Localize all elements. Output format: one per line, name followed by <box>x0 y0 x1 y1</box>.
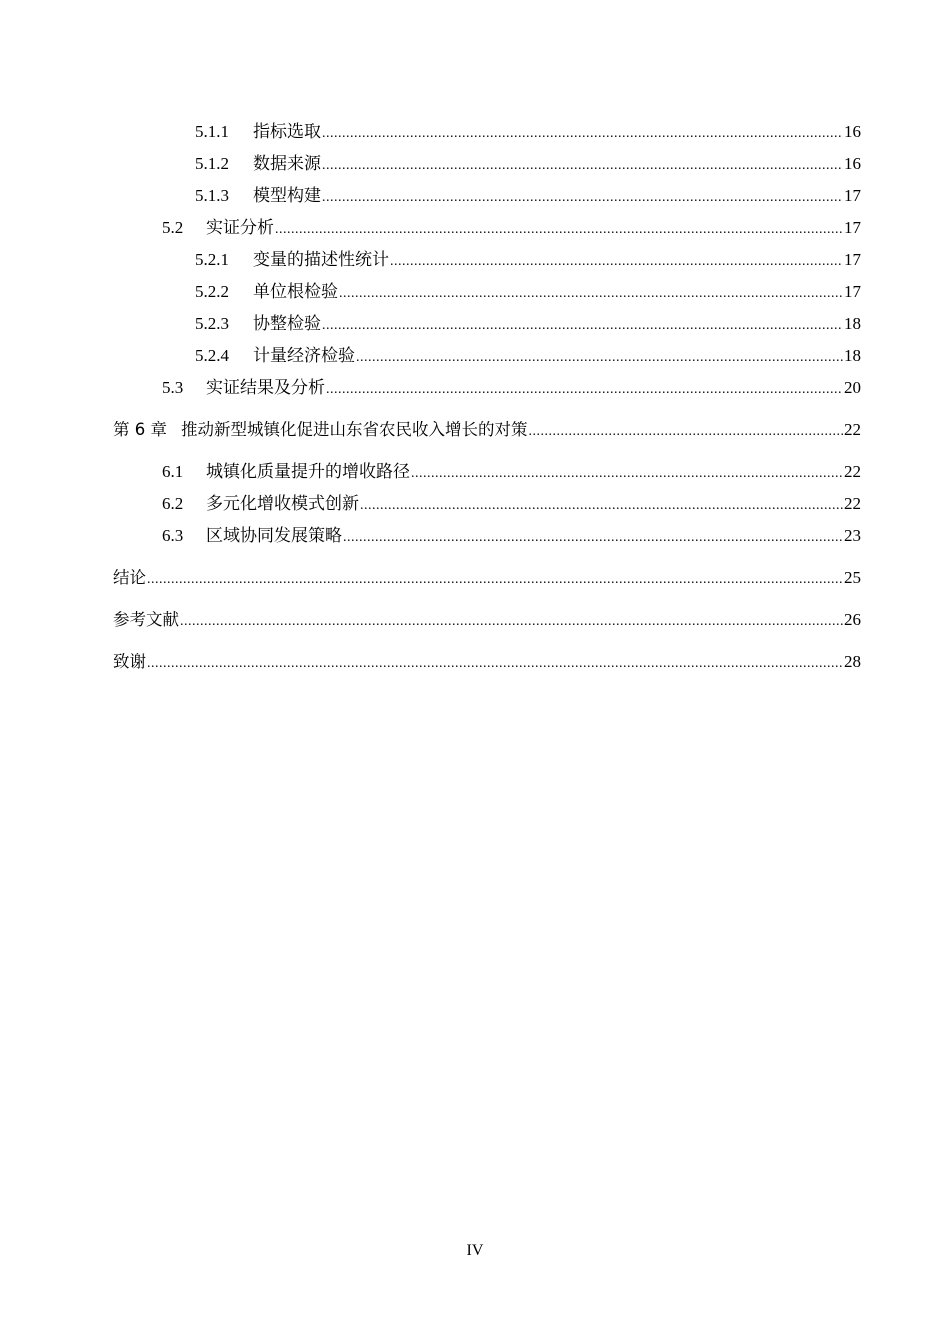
toc-dot-leader <box>356 342 843 374</box>
toc-entry-title: 多元化增收模式创新 <box>206 494 359 513</box>
toc-entry-5-1-1[interactable] <box>113 116 861 148</box>
toc-chapter-title: 推动新型城镇化促进山东省农民收入增长的对策 <box>181 420 528 439</box>
toc-dot-leader <box>529 416 844 448</box>
toc-entry-number: 5.1.2 <box>195 154 229 173</box>
toc-entry-page: 17 <box>844 186 861 205</box>
toc-entry-title: 模型构建 <box>253 186 321 205</box>
toc-entry-title: 实证结果及分析 <box>206 378 325 397</box>
toc-dot-leader <box>411 458 843 490</box>
toc-entry-page: 16 <box>844 154 861 173</box>
toc-entry-5-2-3[interactable] <box>113 308 861 340</box>
toc-entry-number: 5.2.3 <box>195 314 229 333</box>
toc-dot-leader <box>322 150 843 182</box>
toc-entry-page: 22 <box>844 420 861 439</box>
toc-entry-5-1-3[interactable] <box>113 180 861 212</box>
toc-entry-page: 22 <box>844 494 861 513</box>
toc-entry-5-2-2[interactable] <box>113 276 861 308</box>
toc-dot-leader <box>180 606 843 638</box>
toc-entry-page: 20 <box>844 378 861 397</box>
table-of-contents <box>113 116 861 678</box>
toc-entry-5-2[interactable] <box>113 212 861 244</box>
toc-entry-chapter-6[interactable] <box>113 414 861 446</box>
toc-entry-title: 单位根检验 <box>253 282 338 301</box>
toc-entry-page: 17 <box>844 282 861 301</box>
toc-dot-leader <box>147 648 843 680</box>
toc-dot-leader <box>360 490 843 522</box>
toc-entry-title: 协整检验 <box>253 314 321 333</box>
toc-entry-page: 25 <box>844 568 861 587</box>
toc-dot-leader <box>326 374 843 406</box>
toc-entry-title: 指标选取 <box>253 122 321 141</box>
toc-entry-conclusion[interactable] <box>113 562 861 594</box>
toc-entry-5-1-2[interactable] <box>113 148 861 180</box>
toc-entry-number: 5.2 <box>162 218 184 237</box>
toc-entry-number: 5.2.2 <box>195 282 229 301</box>
toc-entry-number: 5.2.1 <box>195 250 229 269</box>
toc-entry-number: 5.3 <box>162 378 184 397</box>
toc-chapter-title: 参考文献 <box>113 610 179 629</box>
toc-dot-leader <box>275 214 843 246</box>
toc-entry-number: 5.1.1 <box>195 122 229 141</box>
toc-chapter-title: 结论 <box>113 568 146 587</box>
toc-entry-title: 数据来源 <box>253 154 321 173</box>
toc-chapter-title: 致谢 <box>113 652 146 671</box>
toc-entry-title: 实证分析 <box>206 218 274 237</box>
toc-entry-page: 18 <box>844 346 861 365</box>
toc-entry-title: 城镇化质量提升的增收路径 <box>206 462 410 481</box>
toc-entry-6-1[interactable] <box>113 456 861 488</box>
toc-dot-leader <box>339 278 843 310</box>
toc-entry-number: 5.2.4 <box>195 346 229 365</box>
toc-entry-references[interactable] <box>113 604 861 636</box>
toc-entry-title: 区域协同发展策略 <box>206 526 342 545</box>
toc-entry-number: 6.1 <box>162 462 184 481</box>
toc-dot-leader <box>322 182 843 214</box>
toc-entry-page: 26 <box>844 610 861 629</box>
toc-entry-5-3[interactable] <box>113 372 861 404</box>
toc-entry-page: 17 <box>844 218 861 237</box>
toc-dot-leader <box>322 310 843 342</box>
toc-entry-title: 计量经济检验 <box>253 346 355 365</box>
toc-entry-title: 变量的描述性统计 <box>253 250 389 269</box>
toc-chapter-number: 第 6 章 <box>113 420 167 439</box>
toc-entry-5-2-4[interactable] <box>113 340 861 372</box>
toc-dot-leader <box>343 522 843 554</box>
toc-dot-leader <box>147 564 843 596</box>
toc-entry-5-2-1[interactable] <box>113 244 861 276</box>
toc-entry-page: 17 <box>844 250 861 269</box>
toc-entry-page: 18 <box>844 314 861 333</box>
toc-entry-page: 23 <box>844 526 861 545</box>
page-number: IV <box>466 1242 484 1259</box>
toc-entry-6-2[interactable] <box>113 488 861 520</box>
toc-entry-page: 28 <box>844 652 861 671</box>
toc-entry-page: 16 <box>844 122 861 141</box>
toc-dot-leader <box>390 246 843 278</box>
toc-entry-number: 6.3 <box>162 526 184 545</box>
toc-entry-number: 6.2 <box>162 494 184 513</box>
toc-entry-6-3[interactable] <box>113 520 861 552</box>
toc-entry-acknowledgements[interactable] <box>113 646 861 678</box>
toc-entry-page: 22 <box>844 462 861 481</box>
toc-dot-leader <box>322 118 843 150</box>
toc-entry-number: 5.1.3 <box>195 186 229 205</box>
